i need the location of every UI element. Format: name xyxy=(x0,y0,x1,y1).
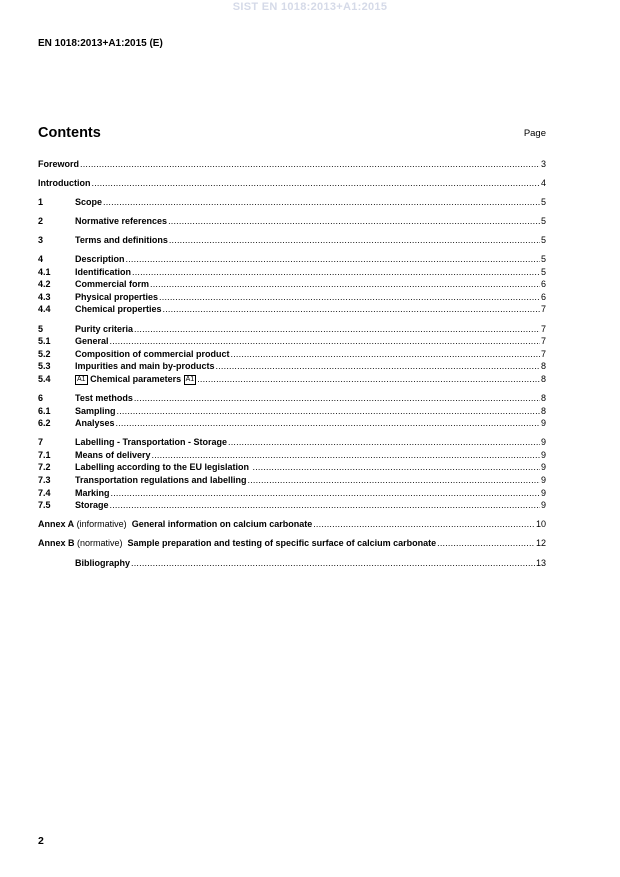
toc-entry-title: Purity criteria xyxy=(75,323,134,334)
toc-page-number: 7 xyxy=(540,336,546,347)
toc-entry-title: Description xyxy=(75,254,125,265)
toc-entry-title: General xyxy=(75,336,109,347)
amendment-end-icon: A1 xyxy=(185,375,195,383)
toc-entry[interactable] xyxy=(38,176,546,189)
dot-leader xyxy=(134,324,540,335)
toc-page-number: 9 xyxy=(540,449,546,460)
toc-page-number: 8 xyxy=(540,405,546,416)
toc-annex-qualifier: (informative) xyxy=(74,519,132,530)
toc-entry-title: Commercial form xyxy=(75,279,150,290)
toc-page-number: 5 xyxy=(540,215,546,226)
toc-page-number: 9 xyxy=(540,487,546,498)
toc-page-number: 7 xyxy=(540,304,546,315)
dot-leader xyxy=(169,235,540,246)
toc-entry-number: 6 xyxy=(38,393,44,403)
toc-entry[interactable] xyxy=(38,372,546,385)
dot-leader xyxy=(110,336,540,347)
toc-page-number: 9 xyxy=(540,462,546,473)
toc-entry[interactable] xyxy=(38,233,546,246)
toc-entry[interactable] xyxy=(38,518,546,531)
dot-leader xyxy=(150,279,540,290)
table-of-contents xyxy=(38,157,546,569)
dot-leader xyxy=(197,374,540,385)
toc-entry-title: Impurities and main by-products xyxy=(75,361,215,372)
toc-entry[interactable] xyxy=(38,486,546,499)
toc-entry-number: 3 xyxy=(38,234,44,245)
toc-entry[interactable] xyxy=(38,157,546,170)
toc-page-number: 8 xyxy=(540,393,546,403)
toc-entry-number: 4.3 xyxy=(38,291,51,302)
toc-entry-title: Marking xyxy=(75,487,110,498)
dot-leader xyxy=(126,254,540,265)
toc-entry[interactable] xyxy=(38,347,546,360)
toc-entry-number: 1 xyxy=(38,196,44,207)
toc-entry-title: Composition of commercial product xyxy=(75,348,230,359)
watermark: SIST EN 1018:2013+A1:2015 xyxy=(232,1,388,13)
toc-page-number: 9 xyxy=(540,418,546,429)
toc-page-number: 9 xyxy=(540,475,546,486)
toc-entry-number: 7.4 xyxy=(38,487,51,498)
toc-page-number: 9 xyxy=(540,437,546,448)
toc-entry-title: Analyses xyxy=(75,418,115,429)
toc-entry-title: Introduction xyxy=(38,177,91,188)
dot-leader xyxy=(80,159,540,170)
toc-entry[interactable] xyxy=(38,391,546,404)
toc-entry[interactable] xyxy=(38,278,546,291)
toc-entry-title: Foreword xyxy=(38,158,80,169)
toc-entry-title: Terms and definitions xyxy=(75,234,168,245)
dot-leader xyxy=(116,418,540,429)
toc-entry[interactable] xyxy=(38,417,546,430)
toc-entry-title: Bibliography xyxy=(75,557,131,568)
page-number: 2 xyxy=(38,835,44,847)
toc-entry-number: 4 xyxy=(38,254,44,265)
toc-entry-title: Sampling xyxy=(75,405,116,416)
toc-entry-number: 5.2 xyxy=(38,348,51,359)
dot-leader xyxy=(159,292,540,303)
toc-entry[interactable] xyxy=(38,436,546,449)
contents-title: Contents xyxy=(38,125,101,141)
toc-entry-title: Test methods xyxy=(75,393,133,403)
toc-entry[interactable] xyxy=(38,473,546,486)
toc-entry-text: Chemical parameters xyxy=(90,373,182,384)
toc-entry[interactable] xyxy=(38,537,546,550)
toc-entry[interactable] xyxy=(38,252,546,265)
toc-entry-number: 5.4 xyxy=(38,373,51,384)
dot-leader xyxy=(131,558,535,569)
toc-entry-number: 7.2 xyxy=(38,462,51,473)
toc-entry-number: 4.1 xyxy=(38,266,51,277)
toc-entry-title: Labelling - Transportation - Storage xyxy=(75,437,228,448)
toc-entry-number: 7.1 xyxy=(38,449,51,460)
toc-page-number: 8 xyxy=(540,373,546,384)
toc-page-number: 7 xyxy=(540,348,546,359)
toc-page-number: 5 xyxy=(540,234,546,245)
dot-leader xyxy=(313,519,535,530)
toc-page-number: 10 xyxy=(535,519,546,530)
toc-entry-title: Chemical properties xyxy=(75,304,162,315)
dot-leader xyxy=(168,216,540,227)
dot-leader xyxy=(228,437,540,448)
dot-leader xyxy=(152,450,540,461)
toc-entry[interactable] xyxy=(38,448,546,461)
toc-entry[interactable] xyxy=(38,461,546,474)
dot-leader xyxy=(111,488,540,499)
toc-entry-title: Normative references xyxy=(75,215,168,226)
toc-entry-number: 4.4 xyxy=(38,304,51,315)
toc-entry-number: 5.3 xyxy=(38,361,51,372)
toc-annex-qualifier: (normative) xyxy=(74,538,128,549)
toc-entry[interactable] xyxy=(38,290,546,303)
toc-page-number: 8 xyxy=(540,361,546,372)
dot-leader xyxy=(253,462,540,473)
toc-entry-number: 6.1 xyxy=(38,405,51,416)
toc-page-number: 7 xyxy=(540,323,546,334)
amendment-start-icon: A1 xyxy=(77,375,86,383)
contents-header xyxy=(38,124,546,142)
toc-entry-title: Identification xyxy=(75,266,131,277)
toc-entry[interactable] xyxy=(38,335,546,348)
toc-entry-title: Means of delivery xyxy=(75,449,151,460)
dot-leader xyxy=(163,304,540,315)
dot-leader xyxy=(92,178,540,189)
toc-page-number: 9 xyxy=(540,500,546,511)
toc-entry-number: 5 xyxy=(38,323,44,334)
toc-entry[interactable] xyxy=(38,360,546,373)
toc-page-number: 5 xyxy=(540,254,546,265)
page-column-label: Page xyxy=(523,128,546,139)
dot-leader xyxy=(103,197,540,208)
dot-leader xyxy=(110,500,540,511)
dot-leader xyxy=(248,475,540,486)
toc-entry-title: Physical properties xyxy=(75,291,159,302)
toc-entry[interactable] xyxy=(38,303,546,316)
toc-entry-title: Scope xyxy=(75,196,103,207)
dot-leader xyxy=(216,361,540,372)
toc-entry[interactable] xyxy=(38,195,546,208)
dot-leader xyxy=(134,393,540,404)
toc-page-number: 6 xyxy=(540,279,546,290)
toc-page-number: 6 xyxy=(540,291,546,302)
toc-entry[interactable] xyxy=(38,404,546,417)
toc-page-number: 4 xyxy=(540,177,546,188)
dot-leader xyxy=(437,538,535,549)
toc-entry-title: Transportation regulations and labelling xyxy=(75,475,247,486)
toc-entry-number: 7.5 xyxy=(38,500,51,511)
toc-annex-label: Annex B xyxy=(38,538,75,549)
dot-leader xyxy=(117,406,540,417)
toc-entry-title xyxy=(38,519,312,530)
toc-entry-number: 4.2 xyxy=(38,279,51,290)
toc-annex-label: Annex A xyxy=(38,519,75,530)
toc-entry[interactable] xyxy=(38,499,546,512)
toc-entry-number: 2 xyxy=(38,215,44,226)
toc-entry-title xyxy=(38,538,436,549)
toc-annex-title: General information on calcium carbonate xyxy=(131,519,313,530)
toc-annex-title: Sample preparation and testing of specific surface of calcium carbonate xyxy=(127,538,437,549)
toc-page-number: 3 xyxy=(540,158,546,169)
toc-entry[interactable] xyxy=(38,556,546,569)
toc-page-number: 5 xyxy=(540,196,546,207)
toc-entry-number: 5.1 xyxy=(38,336,51,347)
toc-entry-title xyxy=(75,374,196,385)
toc-entry[interactable] xyxy=(38,322,546,335)
toc-entry[interactable] xyxy=(38,214,546,227)
document-identifier: EN 1018:2013+A1:2015 (E) xyxy=(38,38,163,49)
dot-leader xyxy=(132,267,540,278)
toc-entry-number: 7.3 xyxy=(38,475,51,486)
toc-page-number: 13 xyxy=(535,557,546,568)
toc-entry-title: Storage xyxy=(75,500,109,511)
toc-page-number: 5 xyxy=(540,266,546,277)
toc-entry-number: 7 xyxy=(38,437,44,448)
toc-entry-number: 6.2 xyxy=(38,418,51,429)
toc-page-number: 12 xyxy=(535,538,546,549)
dot-leader xyxy=(231,349,540,360)
toc-entry[interactable] xyxy=(38,265,546,278)
toc-entry-title: Labelling according to the EU legislation xyxy=(75,462,252,473)
